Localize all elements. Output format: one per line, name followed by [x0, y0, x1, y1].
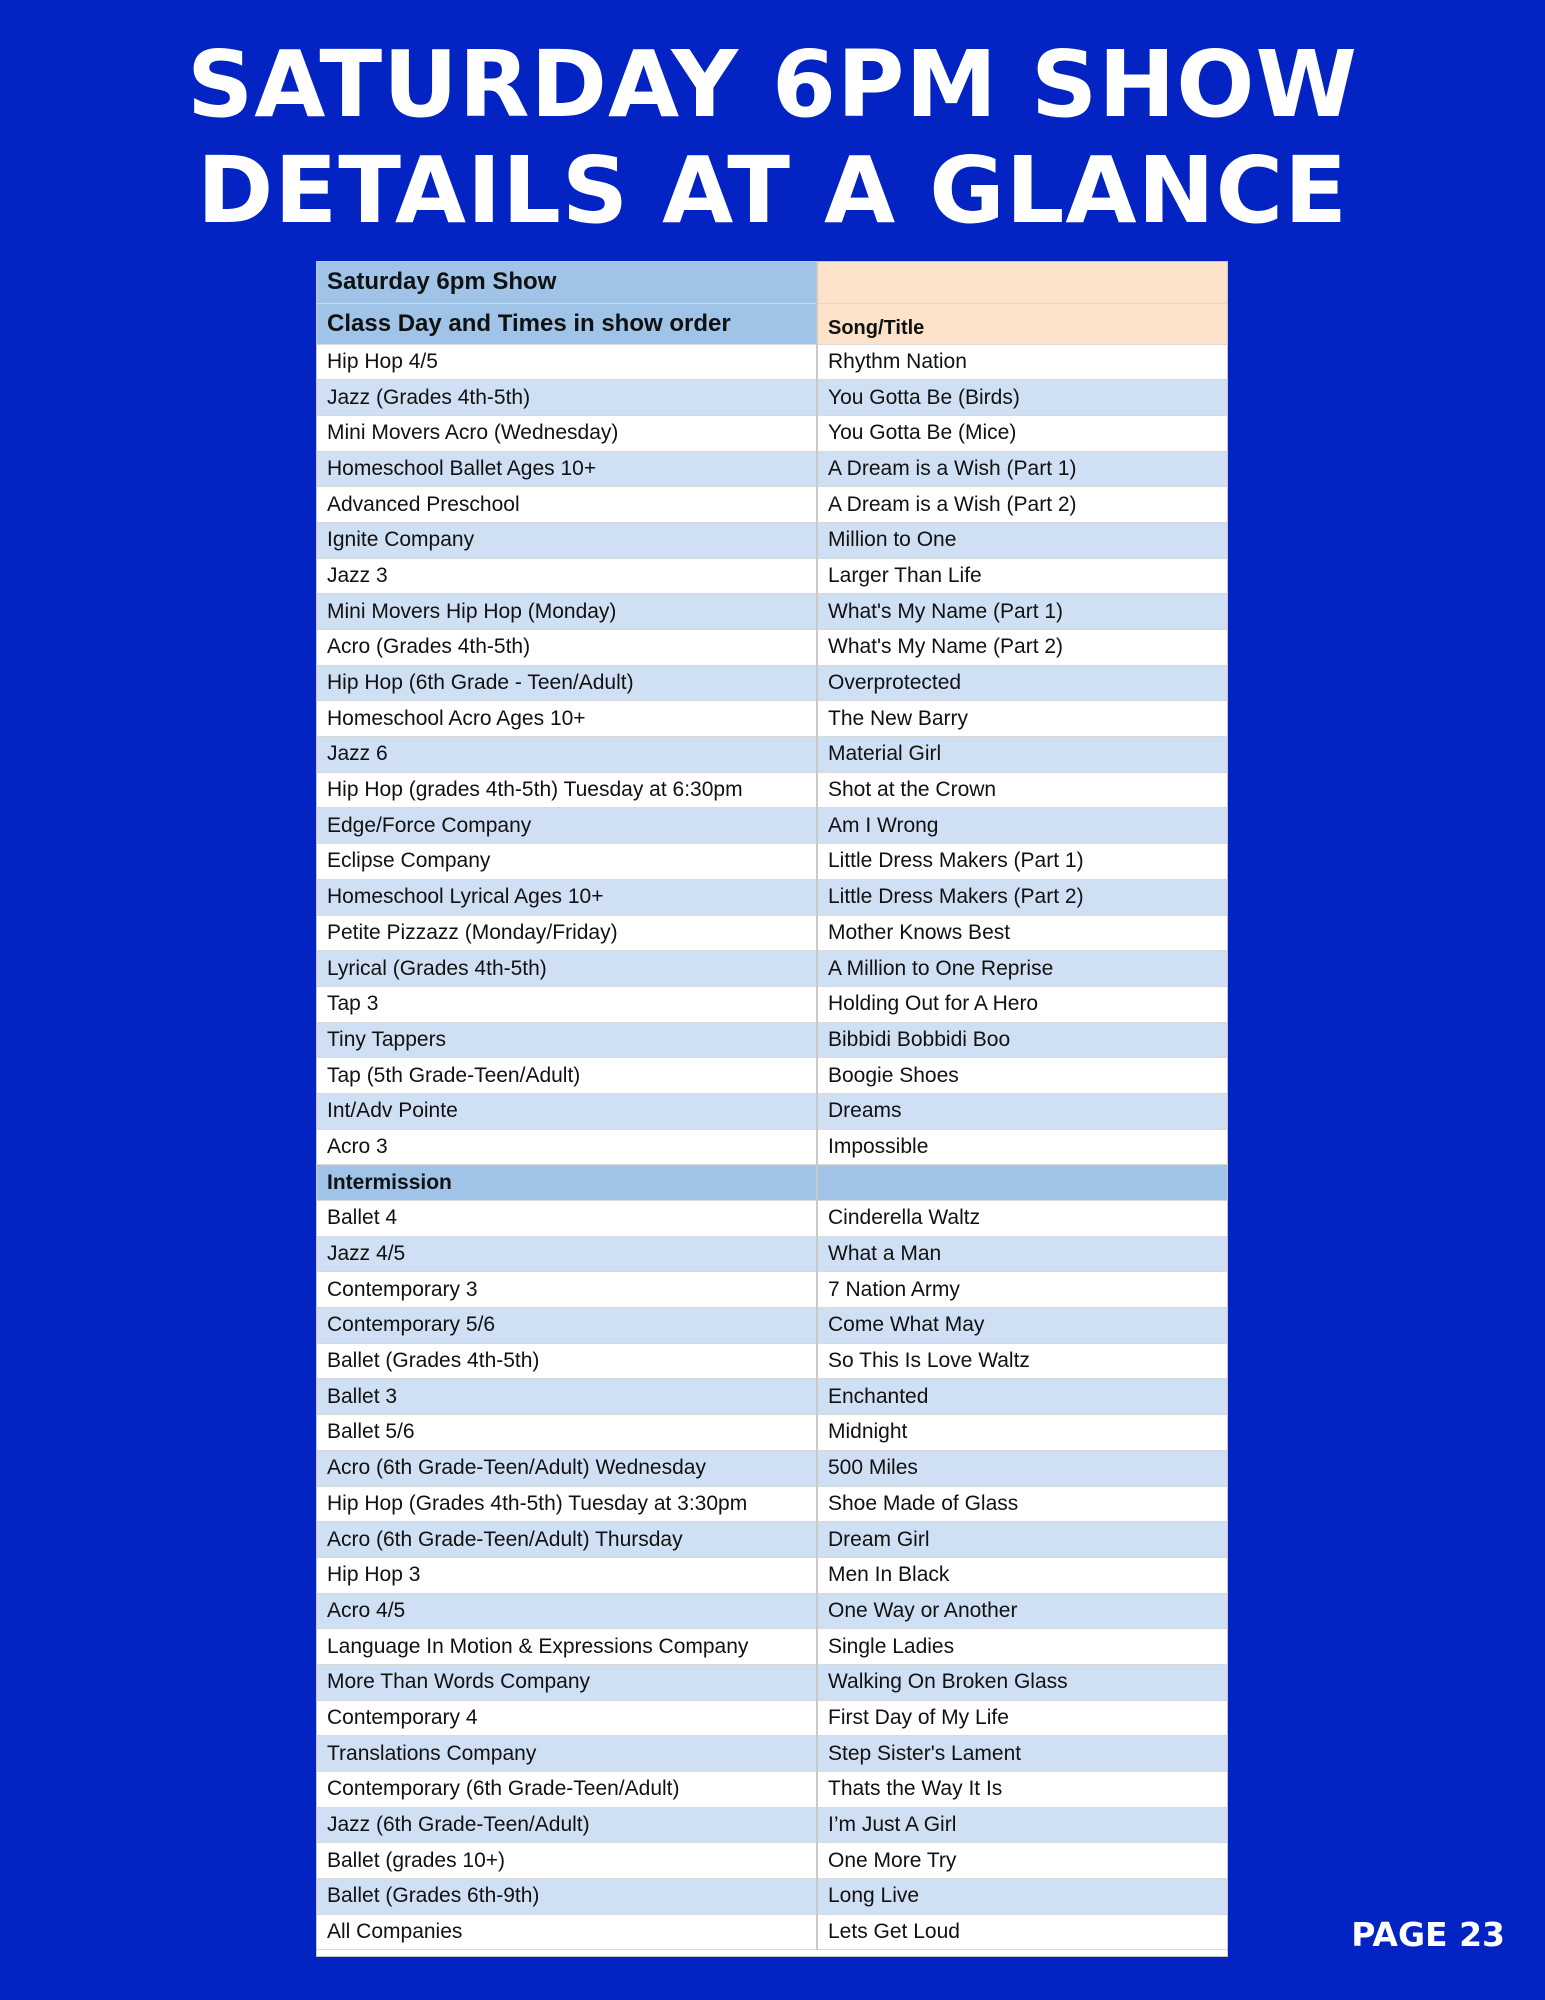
song-cell: So This Is Love Waltz: [817, 1343, 1227, 1379]
song-cell: Men In Black: [817, 1557, 1227, 1593]
table-row: [317, 1201, 1227, 1237]
class-cell: Mini Movers Acro (Wednesday): [317, 415, 817, 451]
song-cell: Cinderella Waltz: [817, 1201, 1227, 1237]
class-cell: Tap (5th Grade-Teen/Adult): [317, 1058, 817, 1094]
table-row: [317, 487, 1227, 523]
class-cell: Homeschool Lyrical Ages 10+: [317, 879, 817, 915]
song-cell: First Day of My Life: [817, 1700, 1227, 1736]
class-cell: Petite Pizzazz (Monday/Friday): [317, 915, 817, 951]
table-row: [317, 1772, 1227, 1808]
song-cell: One Way or Another: [817, 1593, 1227, 1629]
song-cell: A Dream is a Wish (Part 2): [817, 487, 1227, 523]
class-cell: Contemporary 5/6: [317, 1308, 817, 1344]
class-cell: Jazz (Grades 4th-5th): [317, 380, 817, 416]
song-cell: Larger Than Life: [817, 558, 1227, 594]
class-cell: Ballet (Grades 6th-9th): [317, 1879, 817, 1915]
class-cell: Ballet 4: [317, 1201, 817, 1237]
table-row: [317, 1022, 1227, 1058]
class-cell: Mini Movers Hip Hop (Monday): [317, 594, 817, 630]
table-row: [317, 1129, 1227, 1165]
table-row: [317, 1557, 1227, 1593]
table-row: [317, 1664, 1227, 1700]
table-row: [317, 1272, 1227, 1308]
song-cell: Long Live: [817, 1879, 1227, 1915]
table-row: [317, 1807, 1227, 1843]
class-cell: Acro 3: [317, 1129, 817, 1165]
song-cell: Thats the Way It Is: [817, 1772, 1227, 1808]
table-row: [317, 1700, 1227, 1736]
song-cell: What's My Name (Part 2): [817, 630, 1227, 666]
song-cell: 500 Miles: [817, 1450, 1227, 1486]
table-row: [317, 879, 1227, 915]
table-row: [317, 1093, 1227, 1129]
intermission-row: [317, 1165, 1227, 1201]
class-cell: Language In Motion & Expressions Company: [317, 1629, 817, 1665]
table-row: [317, 737, 1227, 773]
song-cell: Boogie Shoes: [817, 1058, 1227, 1094]
song-cell: You Gotta Be (Mice): [817, 415, 1227, 451]
class-cell: Acro (6th Grade-Teen/Adult) Wednesday: [317, 1450, 817, 1486]
title-line-2: DETAILS AT A GLANCE: [197, 137, 1348, 244]
class-cell: Tiny Tappers: [317, 1022, 817, 1058]
table-row: [317, 344, 1227, 380]
table-row: [317, 844, 1227, 880]
class-cell: Jazz (6th Grade-Teen/Adult): [317, 1807, 817, 1843]
song-cell: Lets Get Loud: [817, 1914, 1227, 1950]
class-cell: Hip Hop (Grades 4th-5th) Tuesday at 3:30pm: [317, 1486, 817, 1522]
song-cell: Rhythm Nation: [817, 344, 1227, 380]
class-cell: Ballet 3: [317, 1379, 817, 1415]
table-row: [317, 1736, 1227, 1772]
table-row: [317, 665, 1227, 701]
class-cell: Eclipse Company: [317, 844, 817, 880]
table-row: [317, 1343, 1227, 1379]
class-cell: Tap 3: [317, 986, 817, 1022]
class-cell: Ballet (Grades 4th-5th): [317, 1343, 817, 1379]
song-cell: Enchanted: [817, 1379, 1227, 1415]
song-cell: Overprotected: [817, 665, 1227, 701]
song-cell: Material Girl: [817, 737, 1227, 773]
song-cell: 7 Nation Army: [817, 1272, 1227, 1308]
class-cell: Advanced Preschool: [317, 487, 817, 523]
table-row: [317, 1593, 1227, 1629]
class-cell: Ignite Company: [317, 522, 817, 558]
table-row: [317, 986, 1227, 1022]
song-cell: Little Dress Makers (Part 2): [817, 879, 1227, 915]
table-row: [317, 1843, 1227, 1879]
table-row: [317, 630, 1227, 666]
header-show-name: Saturday 6pm Show: [317, 262, 817, 303]
header-empty-cell: [817, 262, 1227, 303]
header-row-1: [317, 262, 1227, 303]
table-row: [317, 1236, 1227, 1272]
class-cell: More Than Words Company: [317, 1664, 817, 1700]
header-row-2: [317, 303, 1227, 344]
header-song-column: Song/Title: [817, 303, 1227, 344]
table-row: [317, 1058, 1227, 1094]
class-cell: Contemporary (6th Grade-Teen/Adult): [317, 1772, 817, 1808]
show-order-table: [316, 261, 1228, 1957]
class-cell: Ballet 5/6: [317, 1415, 817, 1451]
song-cell: Shoe Made of Glass: [817, 1486, 1227, 1522]
song-cell: Impossible: [817, 1129, 1227, 1165]
table-row: [317, 772, 1227, 808]
table-row: [317, 451, 1227, 487]
class-cell: Hip Hop (6th Grade - Teen/Adult): [317, 665, 817, 701]
song-cell: What's My Name (Part 1): [817, 594, 1227, 630]
song-cell: Walking On Broken Glass: [817, 1664, 1227, 1700]
page-number: PAGE 23: [1351, 1915, 1505, 1954]
song-cell: Am I Wrong: [817, 808, 1227, 844]
class-cell: Acro (Grades 4th-5th): [317, 630, 817, 666]
song-cell: Single Ladies: [817, 1629, 1227, 1665]
song-cell: Step Sister's Lament: [817, 1736, 1227, 1772]
song-cell: What a Man: [817, 1236, 1227, 1272]
table-row: [317, 1629, 1227, 1665]
class-cell: Contemporary 3: [317, 1272, 817, 1308]
class-cell: All Companies: [317, 1914, 817, 1950]
table-row: [317, 415, 1227, 451]
song-cell: One More Try: [817, 1843, 1227, 1879]
table-row: [317, 1308, 1227, 1344]
song-cell: Dream Girl: [817, 1522, 1227, 1558]
song-cell: A Dream is a Wish (Part 1): [817, 451, 1227, 487]
song-cell: Bibbidi Bobbidi Boo: [817, 1022, 1227, 1058]
class-cell: Hip Hop 3: [317, 1557, 817, 1593]
class-cell: Int/Adv Pointe: [317, 1093, 817, 1129]
class-cell: Hip Hop (grades 4th-5th) Tuesday at 6:30pm: [317, 772, 817, 808]
song-cell: I’m Just A Girl: [817, 1807, 1227, 1843]
page-title: [0, 32, 1545, 244]
song-cell: Dreams: [817, 1093, 1227, 1129]
song-cell: Come What May: [817, 1308, 1227, 1344]
song-cell: Midnight: [817, 1415, 1227, 1451]
class-cell: Homeschool Acro Ages 10+: [317, 701, 817, 737]
table-row: [317, 1522, 1227, 1558]
table-row: [317, 1415, 1227, 1451]
class-cell: Hip Hop 4/5: [317, 344, 817, 380]
class-cell: Acro (6th Grade-Teen/Adult) Thursday: [317, 1522, 817, 1558]
table-row: [317, 1914, 1227, 1950]
table-row: [317, 380, 1227, 416]
class-cell: Acro 4/5: [317, 1593, 817, 1629]
class-cell: Ballet (grades 10+): [317, 1843, 817, 1879]
intermission-label: Intermission: [317, 1165, 817, 1201]
header-class-column: Class Day and Times in show order: [317, 303, 817, 344]
song-cell: The New Barry: [817, 701, 1227, 737]
song-cell: Million to One: [817, 522, 1227, 558]
class-cell: Jazz 4/5: [317, 1236, 817, 1272]
song-cell: Little Dress Makers (Part 1): [817, 844, 1227, 880]
table-row: [317, 951, 1227, 987]
table-row: [317, 701, 1227, 737]
table-row: [317, 1879, 1227, 1915]
song-cell: Mother Knows Best: [817, 915, 1227, 951]
table-row: [317, 1450, 1227, 1486]
song-cell: Shot at the Crown: [817, 772, 1227, 808]
class-cell: Lyrical (Grades 4th-5th): [317, 951, 817, 987]
song-cell: A Million to One Reprise: [817, 951, 1227, 987]
intermission-empty-cell: [817, 1165, 1227, 1201]
table-row: [317, 1486, 1227, 1522]
title-line-1: SATURDAY 6PM SHOW: [187, 31, 1358, 138]
table-row: [317, 594, 1227, 630]
class-cell: Homeschool Ballet Ages 10+: [317, 451, 817, 487]
class-cell: Translations Company: [317, 1736, 817, 1772]
table-row: [317, 1379, 1227, 1415]
class-cell: Contemporary 4: [317, 1700, 817, 1736]
class-cell: Edge/Force Company: [317, 808, 817, 844]
class-cell: Jazz 3: [317, 558, 817, 594]
song-cell: You Gotta Be (Birds): [817, 380, 1227, 416]
table-row: [317, 522, 1227, 558]
song-cell: Holding Out for A Hero: [817, 986, 1227, 1022]
table-row: [317, 558, 1227, 594]
table-row: [317, 915, 1227, 951]
table-row: [317, 808, 1227, 844]
class-cell: Jazz 6: [317, 737, 817, 773]
